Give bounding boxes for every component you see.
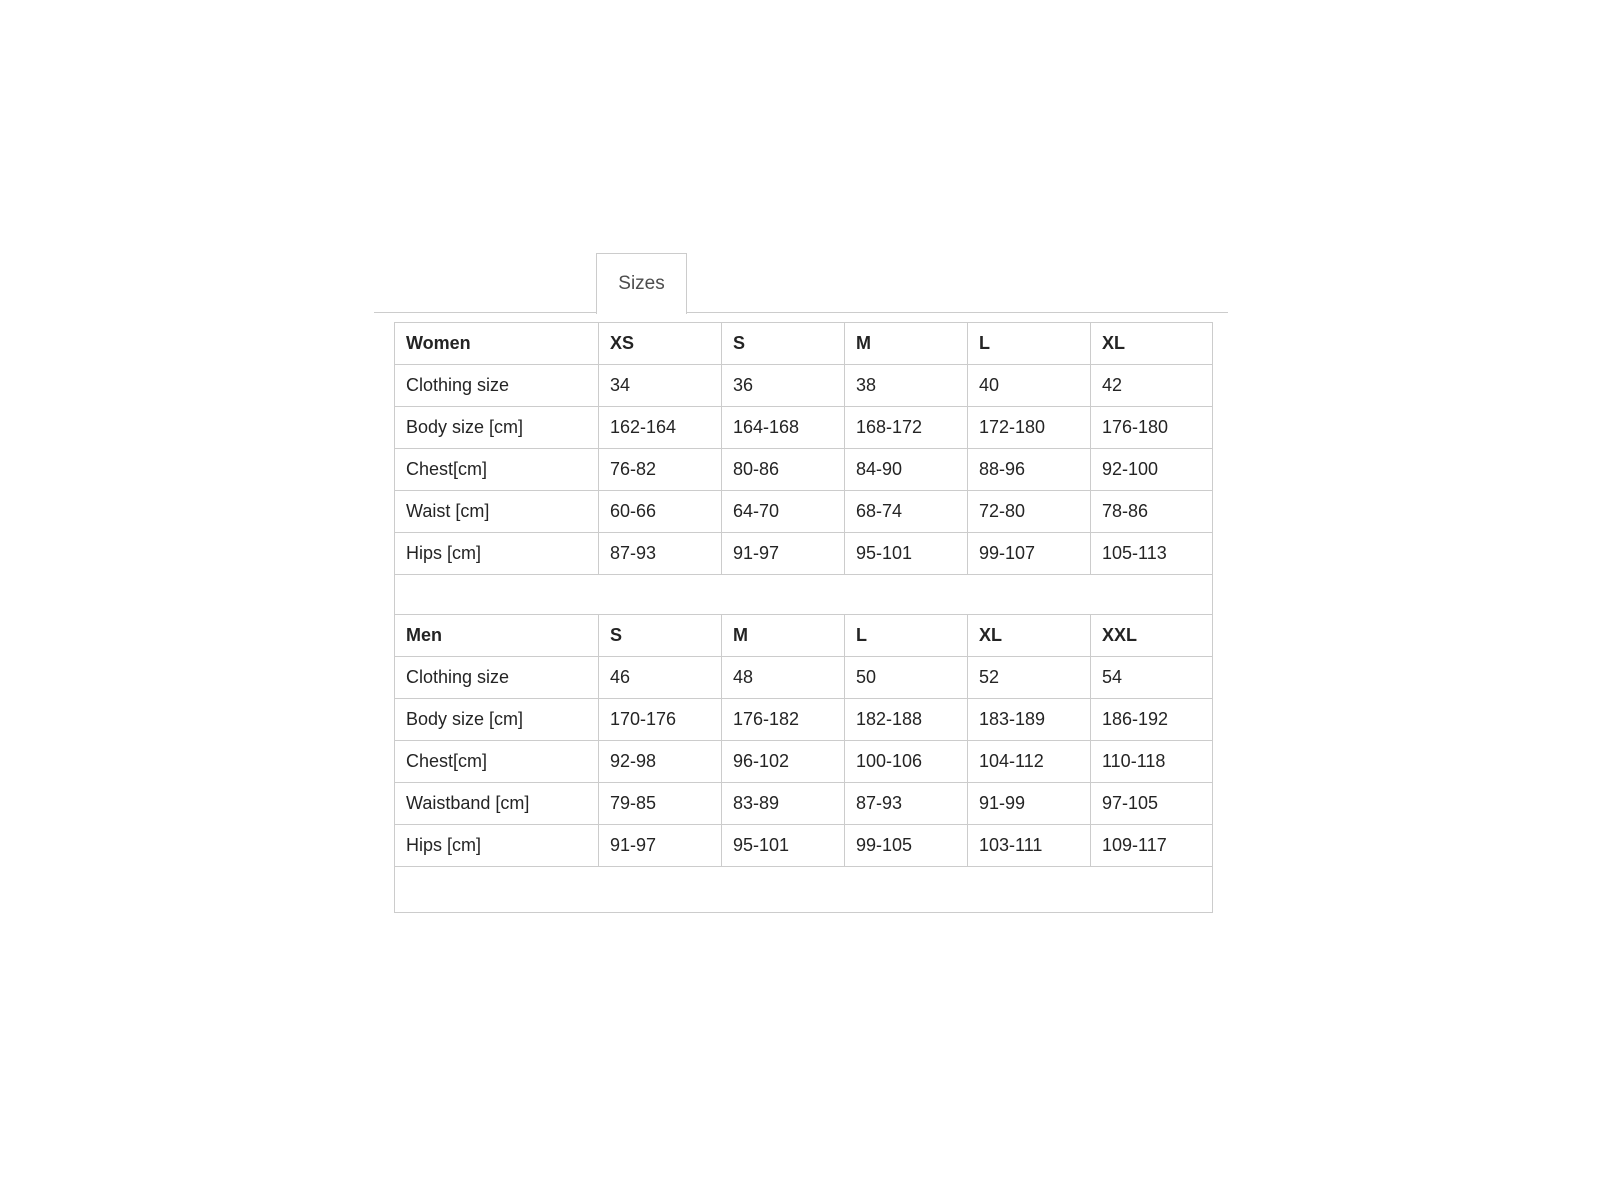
- row-label: Hips [cm]: [395, 533, 599, 575]
- size-value: 182-188: [845, 699, 968, 741]
- size-value: 186-192: [1091, 699, 1213, 741]
- women-header-row: [395, 323, 1213, 365]
- size-value: 183-189: [968, 699, 1091, 741]
- size-value: 60-66: [599, 491, 722, 533]
- column-header: M: [722, 615, 845, 657]
- size-value: 95-101: [845, 533, 968, 575]
- size-value: 99-107: [968, 533, 1091, 575]
- size-value: 92-98: [599, 741, 722, 783]
- size-value: 64-70: [722, 491, 845, 533]
- size-value: 36: [722, 365, 845, 407]
- size-value: 176-182: [722, 699, 845, 741]
- size-value: 87-93: [599, 533, 722, 575]
- size-table-body: [395, 323, 1213, 913]
- size-value: 170-176: [599, 699, 722, 741]
- size-value: 91-97: [599, 825, 722, 867]
- size-table: [394, 322, 1213, 913]
- size-value: 172-180: [968, 407, 1091, 449]
- size-value: 105-113: [1091, 533, 1213, 575]
- size-value: 88-96: [968, 449, 1091, 491]
- table-row: [395, 825, 1213, 867]
- table-row: [395, 657, 1213, 699]
- size-value: 72-80: [968, 491, 1091, 533]
- size-value: 46: [599, 657, 722, 699]
- row-label: Hips [cm]: [395, 825, 599, 867]
- spacer-cell: [395, 575, 1213, 615]
- table-row: [395, 407, 1213, 449]
- size-value: 103-111: [968, 825, 1091, 867]
- spacer-row: [395, 575, 1213, 615]
- size-value: 80-86: [722, 449, 845, 491]
- row-label: Chest[cm]: [395, 741, 599, 783]
- size-value: 68-74: [845, 491, 968, 533]
- table-row: [395, 533, 1213, 575]
- size-value: 50: [845, 657, 968, 699]
- size-value: 104-112: [968, 741, 1091, 783]
- row-label: Chest[cm]: [395, 449, 599, 491]
- table-row: [395, 491, 1213, 533]
- tab-sizes[interactable]: [596, 253, 687, 314]
- size-value: 78-86: [1091, 491, 1213, 533]
- size-value: 91-99: [968, 783, 1091, 825]
- row-label: Body size [cm]: [395, 699, 599, 741]
- size-value: 42: [1091, 365, 1213, 407]
- size-value: 100-106: [845, 741, 968, 783]
- size-value: 95-101: [722, 825, 845, 867]
- tab-strip: [374, 253, 1228, 313]
- column-header: Women: [395, 323, 599, 365]
- size-value: 176-180: [1091, 407, 1213, 449]
- size-value: 52: [968, 657, 1091, 699]
- size-value: 97-105: [1091, 783, 1213, 825]
- row-label: Clothing size: [395, 657, 599, 699]
- spacer-cell: [395, 867, 1213, 913]
- size-value: 96-102: [722, 741, 845, 783]
- column-header: S: [599, 615, 722, 657]
- row-label: Waistband [cm]: [395, 783, 599, 825]
- column-header: L: [968, 323, 1091, 365]
- size-value: 109-117: [1091, 825, 1213, 867]
- row-label: Body size [cm]: [395, 407, 599, 449]
- men-header-row: [395, 615, 1213, 657]
- size-value: 110-118: [1091, 741, 1213, 783]
- size-value: 34: [599, 365, 722, 407]
- size-value: 87-93: [845, 783, 968, 825]
- table-row: [395, 741, 1213, 783]
- size-value: 38: [845, 365, 968, 407]
- table-row: [395, 783, 1213, 825]
- size-value: 84-90: [845, 449, 968, 491]
- size-value: 92-100: [1091, 449, 1213, 491]
- table-row: [395, 365, 1213, 407]
- column-header: XL: [968, 615, 1091, 657]
- column-header: M: [845, 323, 968, 365]
- size-value: 40: [968, 365, 1091, 407]
- size-value: 99-105: [845, 825, 968, 867]
- table-row: [395, 449, 1213, 491]
- size-value: 164-168: [722, 407, 845, 449]
- column-header: Men: [395, 615, 599, 657]
- size-value: 162-164: [599, 407, 722, 449]
- column-header: XXL: [1091, 615, 1213, 657]
- size-value: 168-172: [845, 407, 968, 449]
- column-header: S: [722, 323, 845, 365]
- spacer-row: [395, 867, 1213, 913]
- size-value: 91-97: [722, 533, 845, 575]
- row-label: Clothing size: [395, 365, 599, 407]
- size-value: 48: [722, 657, 845, 699]
- size-value: 79-85: [599, 783, 722, 825]
- table-row: [395, 699, 1213, 741]
- column-header: L: [845, 615, 968, 657]
- column-header: XS: [599, 323, 722, 365]
- tab-sizes-label: Sizes: [618, 273, 665, 294]
- size-value: 76-82: [599, 449, 722, 491]
- size-value: 83-89: [722, 783, 845, 825]
- row-label: Waist [cm]: [395, 491, 599, 533]
- column-header: XL: [1091, 323, 1213, 365]
- size-value: 54: [1091, 657, 1213, 699]
